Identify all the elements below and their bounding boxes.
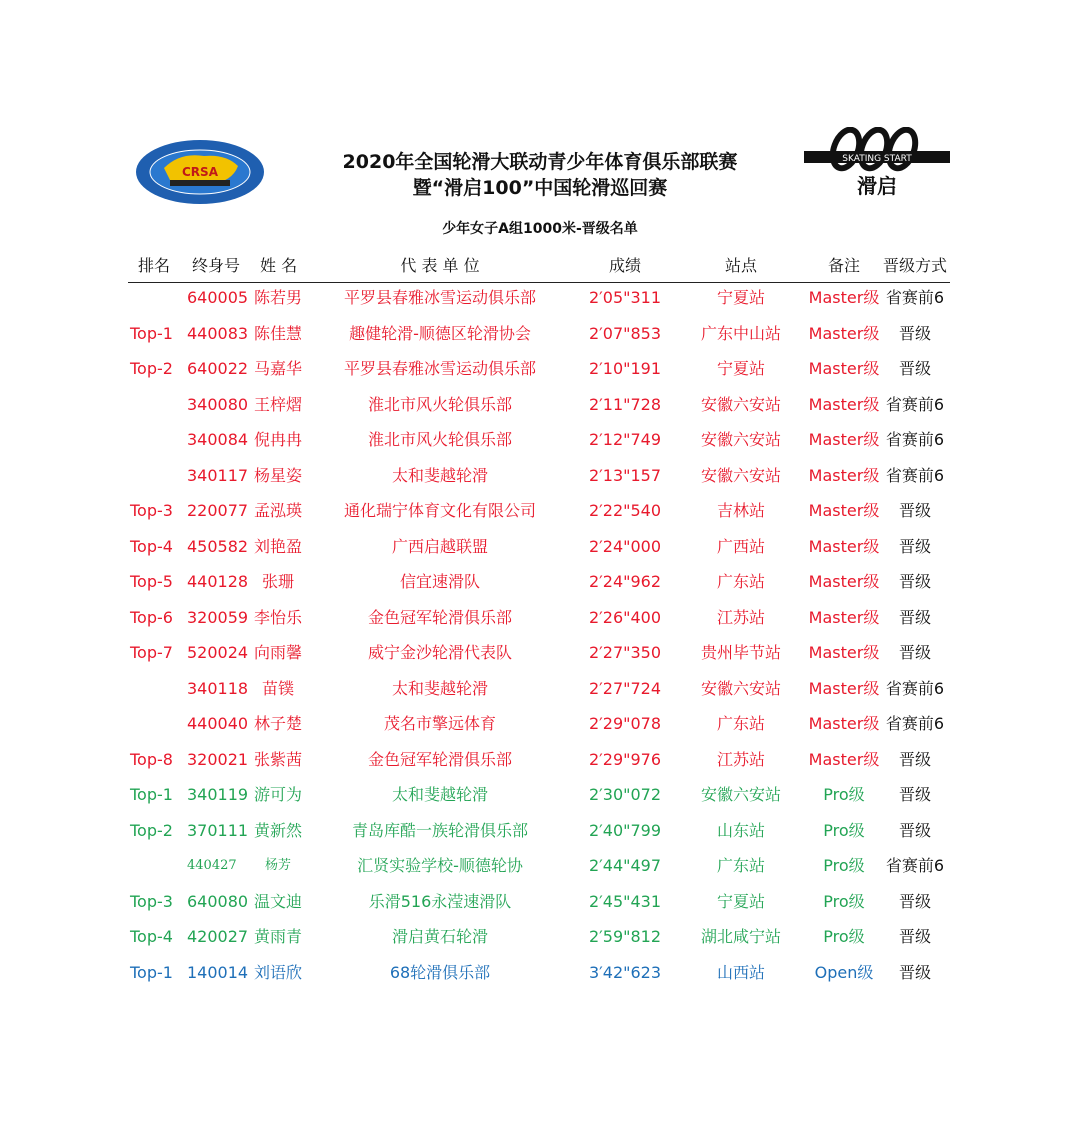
note-cell: Master级 [808, 465, 880, 485]
score-cell: 2′27"724 [588, 678, 662, 698]
rank-cell: Top-7 [130, 643, 173, 662]
name-cell: 刘艳盈 [253, 536, 302, 556]
skating-start-logo-text: SKATING START [842, 154, 912, 164]
table-row [0, 529, 1080, 564]
table-row [0, 564, 1080, 599]
page-title: 2020年全国轮滑大联动青少年体育俱乐部联赛 [342, 151, 738, 173]
method-cell: 晋级 [898, 749, 931, 769]
score-cell: 2′12"749 [588, 430, 662, 449]
table-row [0, 422, 1080, 457]
id-cell: 440427 [187, 858, 237, 873]
note-cell: Pro级 [823, 927, 865, 946]
score-cell: 2′45"431 [588, 891, 662, 911]
rank-cell: Top-4 [130, 536, 173, 556]
name-cell: 黄新然 [253, 820, 302, 840]
score-cell: 2′59"812 [588, 927, 662, 946]
name-cell: 李怡乐 [253, 607, 302, 627]
column-header-station: 站点 [724, 256, 757, 275]
note-cell: Master级 [808, 643, 880, 662]
method-cell: 晋级 [898, 359, 931, 378]
id-cell: 340117 [187, 465, 249, 485]
score-cell: 3′42"623 [588, 962, 662, 982]
note-cell: Master级 [808, 430, 880, 449]
name-cell: 杨芳 [264, 858, 291, 873]
score-cell: 2′24"000 [588, 536, 662, 556]
club-cell: 青岛库酷一族轮滑俱乐部 [351, 820, 528, 840]
id-cell: 640005 [187, 288, 249, 307]
station-cell: 山西站 [716, 962, 765, 982]
score-cell: 2′30"072 [588, 785, 662, 804]
name-cell: 温文迪 [253, 891, 302, 911]
id-cell: 320059 [187, 607, 249, 627]
club-cell: 汇贤实验学校-顺德轮协 [357, 856, 523, 875]
score-cell: 2′44"497 [588, 856, 662, 875]
list-subtitle: 少年女子A组1000米-晋级名单 [442, 221, 638, 237]
crsa-logo [134, 138, 266, 206]
method-cell: 晋级 [898, 607, 931, 627]
note-cell: Pro级 [823, 856, 865, 875]
note-cell: Master级 [808, 288, 880, 307]
club-cell: 金色冠军轮滑俱乐部 [367, 749, 512, 769]
skating-start-logo-cn: 滑启 [857, 174, 897, 198]
station-cell: 宁夏站 [716, 359, 765, 378]
club-cell: 通化瑞宁体育文化有限公司 [343, 501, 536, 520]
note-cell: Master级 [808, 749, 880, 769]
station-cell: 吉林站 [716, 501, 765, 520]
table-row [0, 742, 1080, 777]
club-cell: 太和斐越轮滑 [391, 465, 488, 485]
method-cell: 省赛前6 [885, 856, 945, 875]
club-cell: 趣健轮滑-顺德区轮滑协会 [349, 323, 531, 343]
rank-cell: Top-3 [130, 891, 173, 911]
method-cell: 晋级 [898, 501, 931, 520]
crsa-logo-text: CRSA [182, 165, 218, 179]
club-cell: 茂名市擎远体育 [383, 714, 496, 733]
table-row [0, 635, 1080, 670]
table-row [0, 919, 1080, 954]
station-cell: 安徽六安站 [700, 465, 781, 485]
method-cell: 晋级 [898, 927, 931, 946]
table-row [0, 884, 1080, 919]
column-header-club: 代 表 单 位 [400, 256, 480, 275]
rank-cell: Top-1 [130, 785, 173, 804]
score-cell: 2′40"799 [588, 820, 662, 840]
station-cell: 广西站 [716, 536, 765, 556]
station-cell: 宁夏站 [716, 288, 765, 307]
id-cell: 420027 [187, 927, 249, 946]
station-cell: 宁夏站 [716, 891, 765, 911]
table-row [0, 351, 1080, 386]
score-cell: 2′10"191 [588, 359, 662, 378]
station-cell: 广东站 [716, 572, 765, 591]
name-cell: 王梓熠 [253, 394, 302, 414]
club-cell: 淮北市风火轮俱乐部 [367, 394, 512, 414]
method-cell: 省赛前6 [885, 288, 945, 307]
skating-start-logo [804, 127, 950, 199]
name-cell: 马嘉华 [253, 359, 302, 378]
column-header-score: 成绩 [608, 256, 641, 275]
name-cell: 刘语欣 [253, 962, 302, 982]
method-cell: 省赛前6 [885, 465, 945, 485]
method-cell: 晋级 [898, 962, 931, 982]
name-cell: 倪冉冉 [253, 430, 302, 449]
club-cell: 滑启黄石轮滑 [391, 927, 488, 946]
table-row [0, 316, 1080, 351]
table-row [0, 387, 1080, 422]
method-cell: 晋级 [898, 536, 931, 556]
note-cell: Master级 [808, 394, 880, 414]
club-cell: 平罗县春雅冰雪运动俱乐部 [343, 359, 536, 378]
name-cell: 黄雨青 [253, 927, 302, 946]
club-cell: 太和斐越轮滑 [391, 785, 488, 804]
club-cell: 威宁金沙轮滑代表队 [367, 643, 512, 662]
station-cell: 湖北咸宁站 [700, 927, 781, 946]
name-cell: 林子楚 [253, 714, 302, 733]
rank-cell: Top-5 [130, 572, 173, 591]
rank-cell: Top-2 [130, 359, 173, 378]
name-cell: 苗镤 [261, 678, 294, 698]
rank-cell: Top-3 [130, 501, 173, 520]
id-cell: 320021 [187, 749, 249, 769]
id-cell: 640022 [187, 359, 249, 378]
id-cell: 340119 [187, 785, 249, 804]
table-row [0, 813, 1080, 848]
club-cell: 广西启越联盟 [391, 536, 488, 556]
method-cell: 晋级 [898, 323, 931, 343]
station-cell: 安徽六安站 [700, 785, 781, 804]
name-cell: 杨星姿 [253, 465, 302, 485]
method-cell: 晋级 [898, 643, 931, 662]
method-cell: 晋级 [898, 572, 931, 591]
rank-cell: Top-2 [130, 820, 173, 840]
note-cell: Master级 [808, 501, 880, 520]
rank-cell: Top-1 [130, 323, 173, 343]
note-cell: Master级 [808, 607, 880, 627]
note-cell: Master级 [808, 536, 880, 556]
club-cell: 平罗县春雅冰雪运动俱乐部 [343, 288, 536, 307]
method-cell: 省赛前6 [885, 430, 945, 449]
club-cell: 乐滑516永滢速滑队 [368, 891, 512, 911]
id-cell: 440128 [187, 572, 249, 591]
id-cell: 340084 [187, 430, 249, 449]
score-cell: 2′27"350 [588, 643, 662, 662]
score-cell: 2′29"976 [588, 749, 662, 769]
id-cell: 640080 [187, 891, 249, 911]
station-cell: 安徽六安站 [700, 430, 781, 449]
id-cell: 340080 [187, 394, 249, 414]
name-cell: 陈若男 [253, 288, 302, 307]
name-cell: 张珊 [261, 572, 294, 591]
note-cell: Open级 [814, 962, 874, 982]
rank-cell: Top-8 [130, 749, 173, 769]
method-cell: 晋级 [898, 891, 931, 911]
club-cell: 68轮滑俱乐部 [389, 962, 491, 982]
id-cell: 220077 [187, 501, 249, 520]
note-cell: Master级 [808, 678, 880, 698]
note-cell: Master级 [808, 323, 880, 343]
table-row [0, 493, 1080, 528]
club-cell: 太和斐越轮滑 [391, 678, 488, 698]
id-cell: 370111 [187, 820, 249, 840]
station-cell: 安徽六安站 [700, 394, 781, 414]
table-row [0, 848, 1080, 883]
table-row [0, 777, 1080, 812]
method-cell: 晋级 [898, 820, 931, 840]
method-cell: 省赛前6 [885, 394, 945, 414]
note-cell: Master级 [808, 572, 880, 591]
name-cell: 向雨馨 [253, 643, 302, 662]
note-cell: Master级 [808, 714, 880, 733]
score-cell: 2′07"853 [588, 323, 662, 343]
table-row [0, 280, 1080, 315]
page-title-line2: 暨“滑启100”中国轮滑巡回赛 [412, 177, 668, 199]
name-cell: 张紫茜 [253, 749, 302, 769]
station-cell: 安徽六安站 [700, 678, 781, 698]
club-cell: 信宜速滑队 [399, 572, 480, 591]
score-cell: 2′24"962 [588, 572, 662, 591]
score-cell: 2′29"078 [588, 714, 662, 733]
score-cell: 2′13"157 [588, 465, 662, 485]
column-header-name: 姓 名 [260, 256, 298, 275]
station-cell: 广东中山站 [700, 323, 781, 343]
score-cell: 2′22"540 [588, 501, 662, 520]
table-row [0, 671, 1080, 706]
note-cell: Pro级 [823, 820, 865, 840]
name-cell: 游可为 [253, 785, 302, 804]
id-cell: 450582 [187, 536, 249, 556]
column-header-note: 备注 [827, 256, 860, 275]
station-cell: 江苏站 [716, 607, 765, 627]
station-cell: 广东站 [716, 856, 765, 875]
table-row [0, 706, 1080, 741]
note-cell: Master级 [808, 359, 880, 378]
station-cell: 贵州毕节站 [700, 643, 781, 662]
score-cell: 2′26"400 [588, 607, 662, 627]
note-cell: Pro级 [823, 891, 865, 911]
column-header-rank: 排名 [138, 256, 171, 275]
table-row [0, 955, 1080, 990]
station-cell: 山东站 [716, 820, 765, 840]
club-cell: 金色冠军轮滑俱乐部 [367, 607, 512, 627]
note-cell: Pro级 [823, 785, 865, 804]
id-cell: 440040 [187, 714, 249, 733]
table-row [0, 458, 1080, 493]
id-cell: 440083 [187, 323, 249, 343]
name-cell: 孟泓瑛 [253, 501, 302, 520]
method-cell: 晋级 [898, 785, 931, 804]
club-cell: 淮北市风火轮俱乐部 [367, 430, 512, 449]
column-header-method: 晋级方式 [882, 256, 947, 275]
id-cell: 340118 [187, 678, 249, 698]
method-cell: 省赛前6 [885, 714, 945, 733]
name-cell: 陈佳慧 [253, 323, 302, 343]
table-row [0, 600, 1080, 635]
score-cell: 2′05"311 [588, 288, 662, 307]
rank-cell: Top-1 [130, 962, 173, 982]
station-cell: 广东站 [716, 714, 765, 733]
rank-cell: Top-4 [130, 927, 173, 946]
id-cell: 140014 [187, 962, 249, 982]
score-cell: 2′11"728 [588, 394, 662, 414]
method-cell: 省赛前6 [885, 678, 945, 698]
id-cell: 520024 [187, 643, 249, 662]
rank-cell: Top-6 [130, 607, 173, 627]
station-cell: 江苏站 [716, 749, 765, 769]
column-header-id: 终身号 [192, 256, 241, 275]
